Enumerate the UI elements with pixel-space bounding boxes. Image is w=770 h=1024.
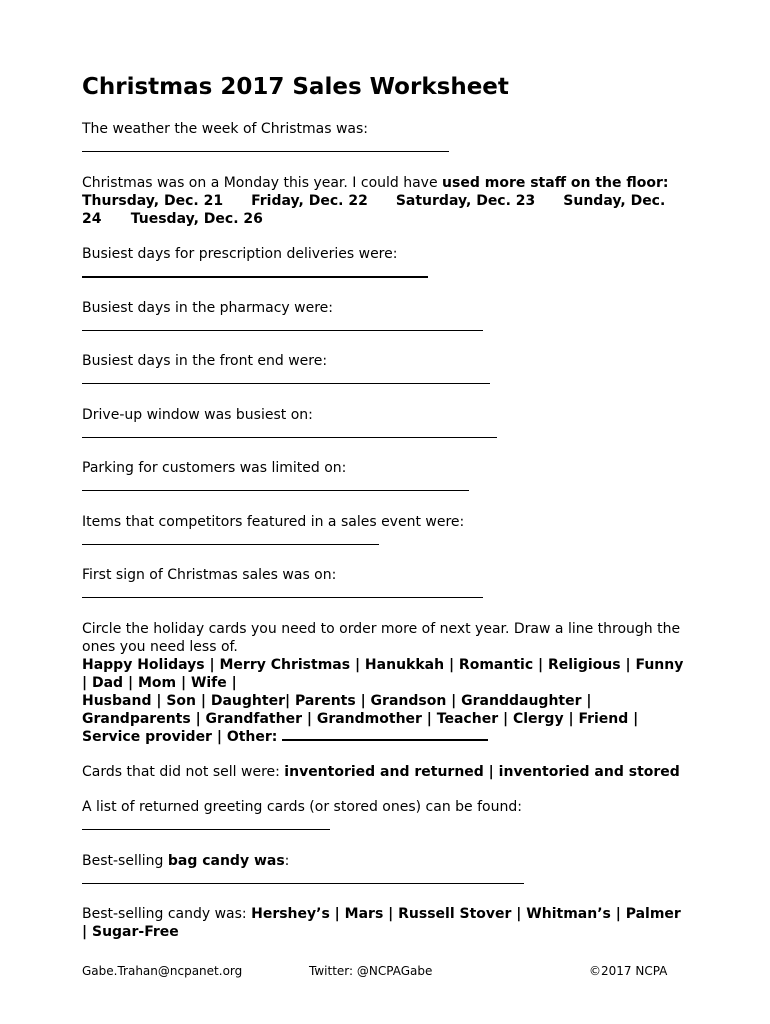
bag-candy-answer-line[interactable] (82, 883, 524, 884)
page-title: Christmas 2017 Sales Worksheet (82, 74, 509, 100)
candy-text (82, 905, 690, 941)
bag-candy-section (82, 852, 690, 884)
pharmacy-section (82, 299, 690, 331)
first-sign-section (82, 566, 690, 598)
unsold-options[interactable]: inventoried and returned | inventoried and stored (284, 764, 680, 780)
footer-twitter: Twitter: @NCPAGabe (309, 964, 433, 978)
drive-up-answer-line[interactable] (82, 437, 497, 438)
other-card-answer-line[interactable] (282, 729, 488, 741)
front-end-label: Busiest days in the front end were: (82, 353, 328, 369)
staff-dates (82, 192, 690, 228)
deliveries-answer-line[interactable] (82, 276, 428, 278)
staff-section (82, 174, 690, 228)
page-footer (82, 963, 682, 979)
competitors-section (82, 513, 690, 545)
staff-intro: Christmas was on a Monday this year. I could have (82, 175, 443, 191)
front-end-answer-line[interactable] (82, 383, 490, 384)
cards-options-1[interactable]: Happy Holidays | Merry Christmas | Hanukkah | Romantic | Religious | Funny | Dad | Mom | Wife | (82, 657, 684, 691)
cards-instructions: Circle the holiday cards you need to order more of next year. Draw a line through the ones you need less of. (82, 621, 681, 655)
parking-label: Parking for customers was limited on: (82, 460, 347, 476)
date-option[interactable]: Friday, Dec. 22 (251, 193, 368, 209)
drive-up-label: Drive-up window was busiest on: (82, 407, 313, 423)
date-option[interactable]: Sunday, Dec. 24 (82, 193, 666, 227)
unsold-text (82, 763, 690, 781)
cards-options-2[interactable]: Husband | Son | Daughter| Parents | Grandson | Granddaughter | Grandparents | Grandfather | Grandmother | Teacher | Clergy | Friend | (82, 693, 639, 727)
unsold-section (82, 763, 690, 781)
weather-answer-line[interactable] (82, 151, 449, 152)
parking-answer-line[interactable] (82, 490, 469, 491)
deliveries-label: Busiest days for prescription deliveries were: (82, 246, 398, 262)
bag-candy-text: Best-selling bag candy was: (82, 853, 290, 869)
pharmacy-answer-line[interactable] (82, 330, 483, 331)
returned-list-answer-line[interactable] (82, 829, 330, 830)
drive-up-section (82, 406, 690, 438)
pharmacy-label: Busiest days in the pharmacy were: (82, 300, 333, 316)
first-sign-label: First sign of Christmas sales was on: (82, 567, 337, 583)
returned-list-section (82, 798, 690, 830)
weather-label: The weather the week of Christmas was: (82, 121, 368, 137)
candy-section (82, 905, 690, 941)
footer-copyright: ©2017 NCPA (589, 964, 668, 978)
first-sign-answer-line[interactable] (82, 597, 483, 598)
returned-list-label: A list of returned greeting cards (or stored ones) can be found: (82, 799, 522, 815)
weather-section (82, 120, 690, 152)
competitors-label: Items that competitors featured in a sales event were: (82, 514, 465, 530)
unsold-label: Cards that did not sell were: (82, 764, 285, 780)
competitors-answer-line[interactable] (82, 544, 379, 545)
cards-section (82, 620, 690, 746)
parking-section (82, 459, 690, 491)
date-option[interactable]: Thursday, Dec. 21 (82, 193, 224, 209)
cards-options-3[interactable]: Service provider | Other: (82, 728, 690, 746)
candy-label: Best-selling candy was: (82, 906, 252, 922)
date-option[interactable]: Tuesday, Dec. 26 (130, 211, 263, 227)
deliveries-section (82, 245, 690, 278)
staff-text (82, 174, 690, 192)
front-end-section (82, 352, 690, 384)
candy-options[interactable]: Hershey’s | Mars | Russell Stover | Whitman’s | Palmer | Sugar-Free (82, 906, 681, 940)
staff-bold: used more staff on the floor: (442, 175, 669, 191)
footer-email: Gabe.Trahan@ncpanet.org (82, 964, 243, 978)
date-option[interactable]: Saturday, Dec. 23 (395, 193, 536, 209)
